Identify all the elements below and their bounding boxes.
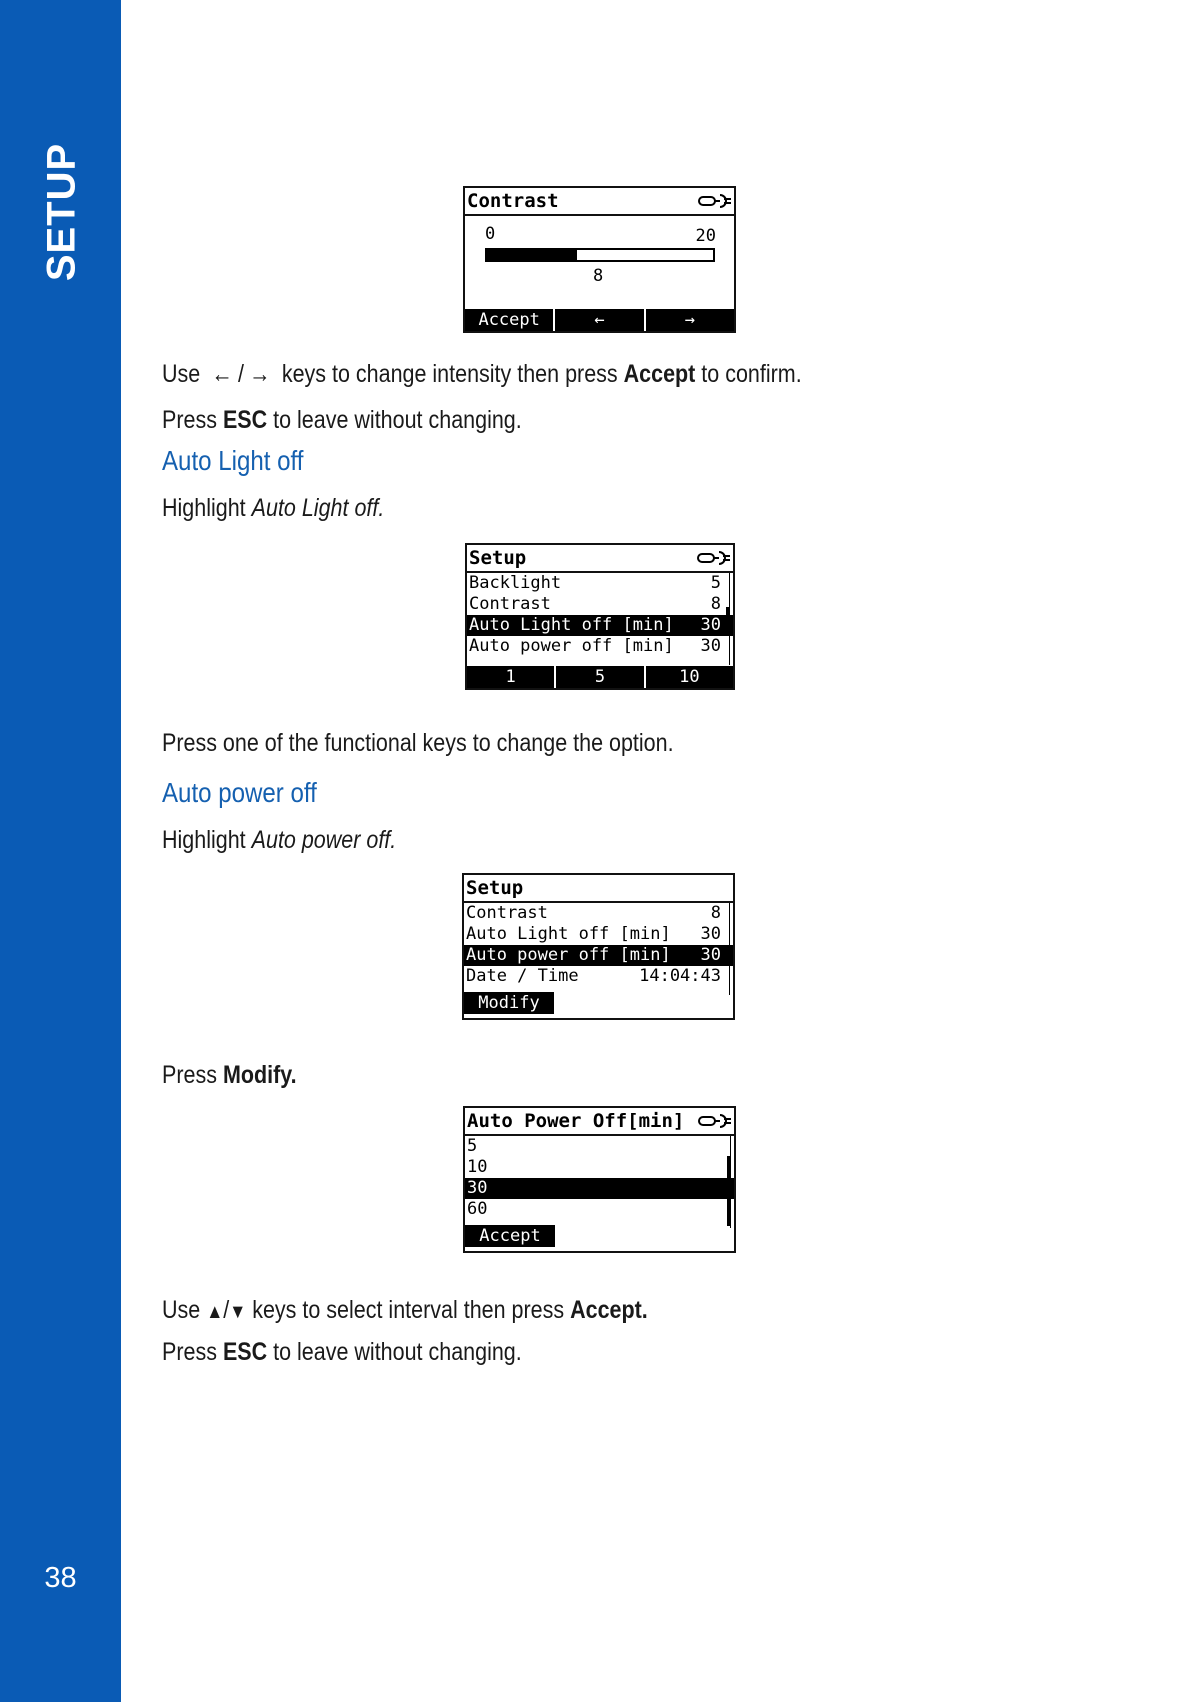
text-press: Press <box>162 1338 223 1366</box>
text-slash: / <box>223 1296 230 1324</box>
screen-title-text: Setup <box>466 877 524 899</box>
text-highlight: Highlight <box>162 494 252 522</box>
paragraph-esc-2 <box>162 1336 522 1368</box>
screen-title <box>464 875 733 903</box>
section-title: SETUP <box>39 142 84 282</box>
menu-row-contrast[interactable] <box>467 594 733 615</box>
heading-auto-light-off: Auto Light off <box>162 445 304 476</box>
menu-row-backlight[interactable] <box>467 573 733 594</box>
screen-title <box>465 1108 734 1136</box>
row-label: Date / Time <box>466 966 579 986</box>
row-label: Contrast <box>466 903 548 923</box>
contrast-min-label: 0 <box>485 224 496 244</box>
paragraph-esc-1 <box>162 404 522 436</box>
contrast-max-label: 20 <box>695 226 716 246</box>
plug-icon <box>698 194 732 208</box>
row-label: Backlight <box>469 573 562 593</box>
heading-auto-power-off: Auto power off <box>162 777 317 808</box>
row-value: 30 <box>700 615 721 635</box>
option-row-5[interactable]: 5 <box>467 1136 478 1156</box>
page-number: 38 <box>44 1562 77 1594</box>
row-value: 5 <box>710 573 721 593</box>
text-end: to confirm. <box>695 360 802 388</box>
row-value: 30 <box>700 924 721 944</box>
text-item: Auto power off. <box>251 826 397 854</box>
option-5-key[interactable]: 5 <box>556 666 645 688</box>
text-use: Use <box>162 360 201 388</box>
function-key-bar <box>467 666 733 688</box>
screen-title <box>465 188 734 216</box>
menu-row-auto-power-off[interactable] <box>464 945 733 966</box>
row-value: 8 <box>710 903 721 923</box>
screen-title-text: Auto Power Off[min] <box>467 1110 685 1132</box>
text-esc: ESC <box>222 406 268 434</box>
accept-key[interactable]: Accept <box>465 1225 555 1247</box>
row-value: 30 <box>700 636 721 656</box>
up-arrow-icon: ▲ <box>206 1301 224 1323</box>
row-label: Auto power off [min] <box>466 945 671 965</box>
contrast-level-bar <box>485 248 715 262</box>
screen-title-text: Contrast <box>467 190 559 212</box>
right-arrow-key[interactable]: → <box>646 309 734 331</box>
scrollbar-thumb[interactable] <box>726 607 729 627</box>
text-modify: Modify. <box>222 1061 297 1089</box>
menu-row-auto-power-off[interactable] <box>467 636 733 657</box>
option-row-30[interactable]: 30 <box>465 1178 734 1199</box>
text-press: Press <box>162 1061 223 1089</box>
option-1-key[interactable]: 1 <box>467 666 556 688</box>
option-row-60[interactable]: 60 <box>467 1199 488 1219</box>
text-end: to leave without changing. <box>267 1338 522 1366</box>
screen-title <box>467 545 733 573</box>
row-value: 14:04:43 <box>639 966 721 986</box>
row-label: Auto power off [min] <box>469 636 674 656</box>
text-esc: ESC <box>222 1338 268 1366</box>
text-end: to leave without changing. <box>267 406 522 434</box>
scrollbar-track <box>729 573 730 665</box>
scrollbar-thumb[interactable] <box>726 945 729 965</box>
sidebar <box>0 0 121 1702</box>
text-highlight: Highlight <box>162 826 252 854</box>
text-mid: keys to select interval then press <box>246 1296 571 1324</box>
screen-title-text: Setup <box>469 547 527 569</box>
setup-screen-power <box>462 873 735 1020</box>
plug-icon <box>697 551 731 565</box>
modify-key[interactable]: Modify <box>464 992 554 1014</box>
contrast-level-fill <box>487 250 577 260</box>
paragraph-highlight-light <box>162 492 384 524</box>
paragraph-functional-keys: Press one of the functional keys to change the option. <box>162 729 674 757</box>
text-slash: / <box>238 360 245 388</box>
option-row-10[interactable]: 10 <box>467 1157 488 1177</box>
menu-row-contrast[interactable] <box>464 903 733 924</box>
menu-row-auto-light-off[interactable] <box>467 615 733 636</box>
scrollbar-thumb[interactable] <box>727 1156 730 1226</box>
text-accept: Accept. <box>570 1296 648 1324</box>
right-arrow-icon: → <box>249 360 271 388</box>
down-arrow-icon: ▼ <box>229 1301 247 1323</box>
row-value: 30 <box>700 945 721 965</box>
scrollbar-track <box>730 1136 731 1228</box>
left-arrow-key[interactable]: ← <box>555 309 645 331</box>
row-value: 8 <box>710 594 721 614</box>
menu-row-date-time[interactable] <box>464 966 733 987</box>
contrast-screen <box>463 186 736 333</box>
text-mid: keys to change intensity then press <box>275 360 624 388</box>
row-label: Contrast <box>469 594 551 614</box>
accept-key[interactable]: Accept <box>465 309 555 331</box>
text-accept: Accept <box>623 360 696 388</box>
paragraph-press-modify <box>162 1059 297 1091</box>
auto-power-off-screen <box>463 1106 736 1253</box>
row-label: Auto Light off [min] <box>466 924 671 944</box>
scrollbar-track <box>729 903 730 995</box>
option-10-key[interactable]: 10 <box>646 666 733 688</box>
text-use: Use <box>162 1296 207 1324</box>
contrast-current-value: 8 <box>593 266 604 286</box>
paragraph-contrast-instructions <box>162 358 802 390</box>
setup-screen-light <box>465 543 735 690</box>
text-press: Press <box>162 406 223 434</box>
row-label: Auto Light off [min] <box>469 615 674 635</box>
left-arrow-icon: ← <box>211 360 233 388</box>
function-key-bar <box>465 309 734 331</box>
menu-row-auto-light-off[interactable] <box>464 924 733 945</box>
paragraph-select-interval <box>162 1294 648 1328</box>
text-item: Auto Light off. <box>251 494 385 522</box>
paragraph-highlight-power <box>162 824 396 856</box>
plug-icon <box>698 1114 732 1128</box>
